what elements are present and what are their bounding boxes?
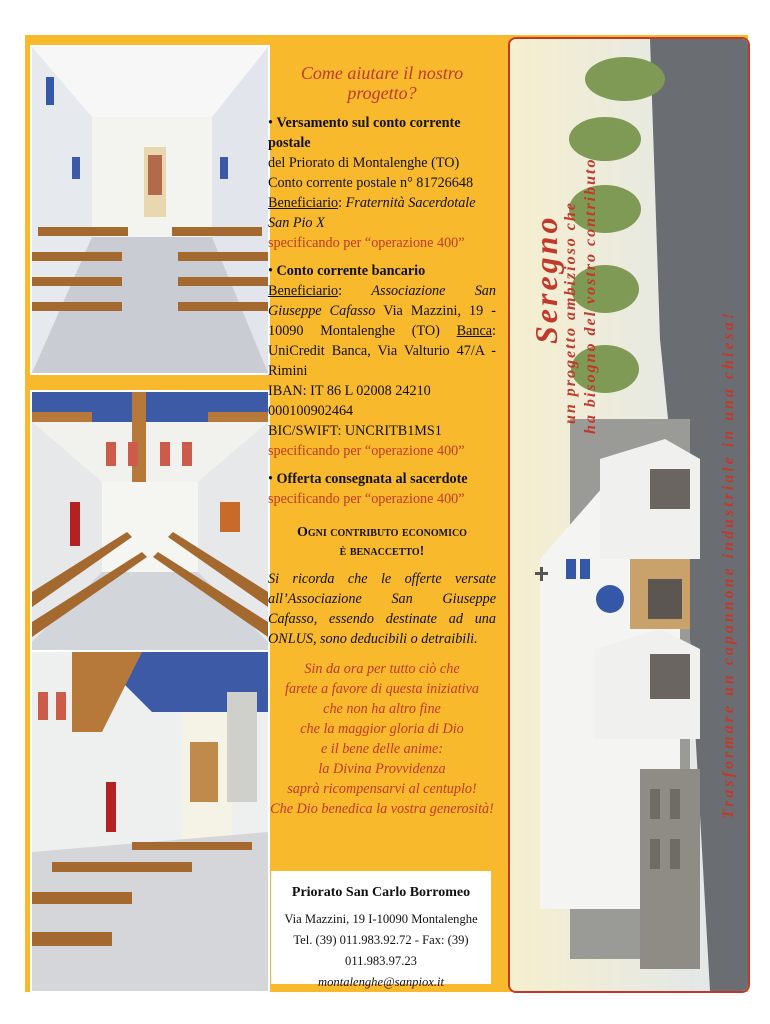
- church-rendering-image: [510, 39, 748, 991]
- chapel-interior-photo-1: [30, 45, 270, 375]
- priory-address: Via Mazzini, 19 I-10090 Montalenghe: [284, 912, 478, 926]
- bank-banca-label: Banca: [456, 323, 493, 339]
- priory-email[interactable]: montalenghe@sanpiox.it: [318, 975, 444, 989]
- brochure-page: [25, 35, 748, 992]
- postal-line1: del Priorato di Montalenghe (TO): [268, 155, 460, 171]
- postal-beneficiary-value: Fraternità Sacerdotale San Pio X: [268, 195, 476, 231]
- cover-title: Seregno: [528, 214, 564, 344]
- chapel-interior-photo-3: [30, 650, 270, 993]
- postal-line2: Conto corrente postale n° 81726648: [268, 175, 474, 191]
- cover-tagline: Trasformare un capannone industriale in una chiesa!: [720, 310, 737, 819]
- donation-info-column: [268, 63, 496, 819]
- bank-title: Conto corrente bancario: [276, 263, 426, 279]
- bank-beneficiary-label: Beneficiario: [268, 283, 339, 299]
- cover-subtitle-2: ha bisogno del vostro contributo: [582, 157, 599, 434]
- bank-address: Via Mazzini, 19 - 10090 Montalenghe (TO): [268, 303, 497, 339]
- bank-banca-value: UniCredit Banca, Via Valturio 47/A - Rimini: [268, 343, 496, 379]
- section-heading: Come aiutare il nostro progetto?: [300, 63, 464, 103]
- offer-block: [268, 469, 496, 509]
- contact-box: [271, 871, 491, 989]
- offer-specify: specificando per “operazione 400”: [268, 491, 465, 507]
- postal-beneficiary-label: Beneficiario: [268, 195, 339, 211]
- bank-iban: IBAN: IT 86 L 02008 24210 000100902464: [268, 383, 431, 419]
- bank-beneficiary-value: Associazione San Giuseppe Cafasso: [268, 283, 496, 319]
- chapel-interior-photo-2: [30, 390, 270, 666]
- bullet-icon: •: [268, 115, 277, 131]
- cover-subtitle-1: un progetto ambizioso che: [562, 201, 579, 424]
- bullet-icon: •: [268, 263, 277, 279]
- contribution-heading: Ogni contributo economico è benaccetto!: [297, 525, 467, 559]
- blessing-text: Sin da ora per tutto ciò che farete a favore di questa iniziativa che non ha altro fine che la maggior gloria di Dio e il bene delle anime: la Divina Provvidenza saprà ricompensarvi al centuplo! Che Dio benedica la vostra generosità!: [270, 661, 494, 817]
- bank-specify: specificando per “operazione 400”: [268, 443, 465, 459]
- bullet-icon: •: [268, 471, 277, 487]
- postal-title: Versamento sul conto corrente postale: [268, 115, 461, 151]
- cover-panel: [508, 37, 750, 993]
- offer-title: Offerta consegnata al sacerdote: [276, 471, 468, 487]
- postal-specify: specificando per “operazione 400”: [268, 235, 465, 251]
- bank-account-block: • Conto corrente bancario Beneficiario: Associazione San Giuseppe Cafasso Via Mazzini, 19 - 10090 Montalenghe (TO) Banca: UniCredit Banca, Via Valturio 47/A - Rimini IBAN: IT 86 L 02008 24210 000100902464 BIC/SWIFT: UNCRITB1MS1 specificando per “operazione 400”: [268, 263, 497, 459]
- tax-deduction-note: Si ricorda che le offerte versate all’Associazione San Giuseppe Cafasso, essendo destinate ad una ONLUS, sono deducibili o detraibili.: [268, 571, 496, 647]
- bank-bic: BIC/SWIFT: UNCRITB1MS1: [268, 423, 442, 439]
- priory-name: Priorato San Carlo Borromeo: [291, 885, 471, 900]
- postal-account-block: • Versamento sul conto corrente postale del Priorato di Montalenghe (TO) Conto corrente postale n° 81726648 Beneficiario: Fraternità Sacerdotale San Pio X specificando per “operazione 400”: [268, 113, 496, 253]
- priory-phone: Tel. (39) 011.983.92.72 - Fax: (39) 011.983.97.23: [293, 933, 469, 968]
